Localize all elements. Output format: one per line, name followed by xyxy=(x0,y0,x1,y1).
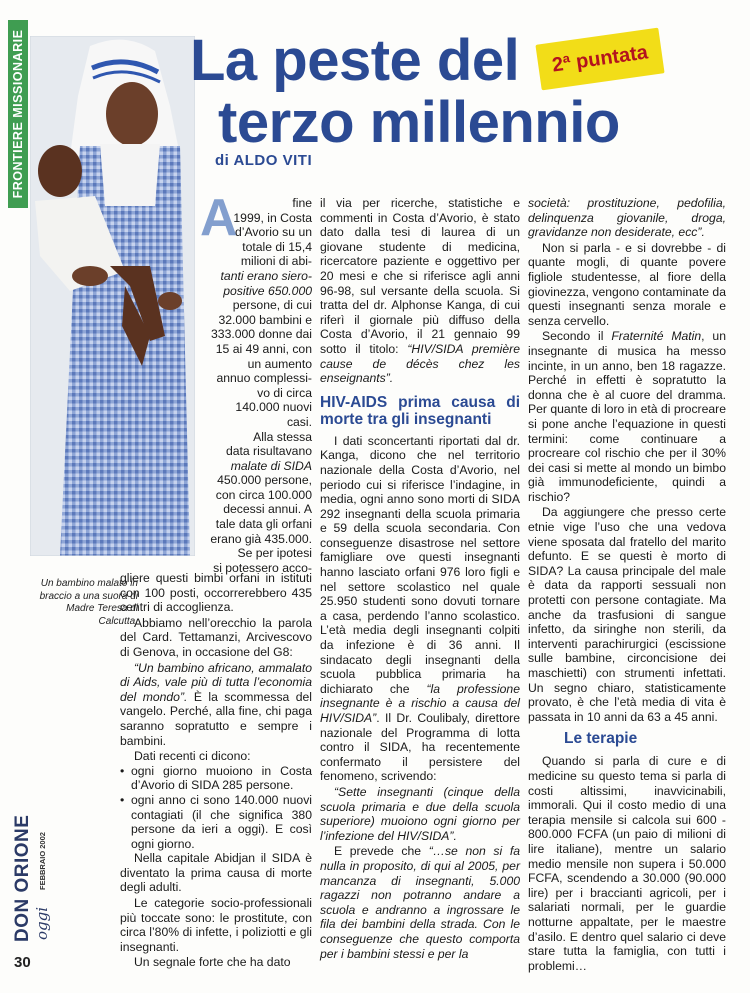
paragraph-text: I dati sconcertanti riportati dal dr. Kanga, dicono che nel territorio nazionale della Costa d’Avorio, nel periodo cui si riferisce l’indagine, in media, ogni anno sono morti di SIDA 292 insegnanti della scuola primaria e 59 della scuola secondaria. Con conseguenze disastrose nel settore famigliare ove questi insegnanti hanno lasciato orfani 976 loro figli e nel settore scolastico nel quale 25.950 studenti sono dovuti tornare a casa, perdendo l’anno scolastico. L’età media degli insegnanti colpiti da infezione è di 36 anni. Il sindacato degli insegnanti della scuola pubblica primaria ha dichiarato che xyxy=(320,433,520,696)
photo-illustration xyxy=(30,36,195,556)
magazine-footer xyxy=(12,806,52,946)
text-line: fine xyxy=(292,196,312,210)
text-line: con circa 100.000 xyxy=(215,487,312,502)
text-line: 32.000 bambini e xyxy=(218,312,312,327)
section-label: FRONTIERE MISSIONARIE xyxy=(11,29,25,199)
drop-cap: A xyxy=(200,189,238,247)
text-line: vo di circa xyxy=(257,385,312,400)
paragraph: Da aggiungere che presso certe etnie vige l’uso che una vedova viene sposata dal fratello del marito defunto. E se questi è morto di SIDA? La causa principale del male è data da rapporti sessuali non protetti con persone contagiate. Ma anche da trasfusioni di sangue infetto, da siringhe non sterili, da interventi parachirurgici (escissione sulle bambine, circoncisione dei maschietti) con strumenti infettati. Un segno chiaro, statisticamente provato, è che l’età media di vita è passata in 10 anni da 63 a 45 anni. xyxy=(528,505,726,724)
paragraph: Un segnale forte che ha dato xyxy=(134,955,291,970)
text-line: data risultavano xyxy=(225,444,312,459)
text-line: Se per ipotesi xyxy=(237,546,312,561)
paragraph xyxy=(120,661,312,749)
quote-follow-text: È la scommessa del vangelo. Perché, alla fine, chi paga saranno sopratutto e sempre i bambini. xyxy=(120,689,313,748)
paragraph: Nella capitale Abidjan il SIDA è diventato la prima causa di morte degli adulti. xyxy=(120,851,312,895)
paragraph: Quando si parla di cure e di medicine su questo tema si parla di costi altissimi, inavvicinabili, immorali. Qui il costo medio di una terapia mensile si calcola sui 600 - 800.000 FCFA (un paio di milioni di lire italiane), mentre un salario medio mensile non supera i 50.000 FCFA, scendendo a 30.000 (90.000 lire) per i braccianti agricoli, per i salariati normali, per le guardie notturne appaltate, per le maestre d’asilo. E dentro quel salario ci deve stare tutta la famiglia, con tutti i problemi… xyxy=(528,754,726,973)
list-item: • ogni anno ci sono 140.000 nuovi contagiati (il che significa 380 persone da ieri a oggi). E così ogni giorno. xyxy=(120,793,312,851)
list-item: • ogni giorno muoiono in Costa d’Avorio di SIDA 285 persone. xyxy=(120,764,312,793)
paragraph xyxy=(528,329,726,504)
column-3 xyxy=(528,196,726,973)
magazine-name: DON ORIONE xyxy=(12,814,33,942)
column-1-bottom xyxy=(120,571,312,970)
magazine-subtitle: oggi xyxy=(33,906,51,940)
stats-list xyxy=(120,764,312,852)
text-line: tale data gli orfani xyxy=(215,517,312,532)
text-line: un aumento xyxy=(247,356,312,371)
text-line: positive 650.000 xyxy=(223,283,312,298)
subheading-hiv-aids: HIV-AIDS prima causa di morte tra gli insegnanti xyxy=(320,393,520,428)
paragraph-text: il via per ricerche, statistiche e commenti in Costa d’Avorio, è stato dato dalla tesi di laurea di un giovane studente di medicina, ricercatore paziente e oggettivo per 20 mesi e che si riferisce agli anni 96-98, sul versante della scuola. Si tratta del dr. Alphonse Kanga, di cui riferì il giornale più diffuso della Costa d’Avorio, il 21 gennaio 99 sotto il titolo: xyxy=(320,196,520,356)
byline: di ALDO VITI xyxy=(215,152,313,169)
quote-continuation: società: prostituzione, pedofilia, delinquenza giovanile, droga, gravidanze non desiderate, ecc”. xyxy=(528,196,726,240)
text-line: casi. xyxy=(286,414,312,429)
text-line: malate di SIDA xyxy=(230,458,312,473)
paragraph-text: , un insegnante di musica ha messo incinte, in un anno, ben 18 ragazze. Perché in effetti è sopratutto la donna che è al cuore del dramma. Per quante di loro in età di procreare si pone anche l’equazione in questi termini: come continuare a procreare col rischio che per il 30% dei casi si mette al mondo un bimbo già immunodeficiente, quindi a rischio? xyxy=(528,329,726,504)
union-quote: “la professione insegnante è a rischio a causa del HIV/SIDA” xyxy=(320,681,520,725)
text-line: milioni di abi- xyxy=(240,254,312,269)
text-line: erano già 435.000. xyxy=(210,531,312,546)
newspaper-name: Fraternité Matin xyxy=(611,329,702,344)
paragraph-text: Secondo il xyxy=(542,329,612,344)
text-line: 333.000 donne dai xyxy=(211,327,312,342)
title-line-1: La peste del xyxy=(190,28,520,93)
paragraph-text: . Il Dr. Coulibaly, direttore nazionale del Programma di lotta contro il SIDA, ha recentemente confermato il persistere del fenomeno, scrivendo: xyxy=(320,711,520,784)
text-line: decessi annui. A xyxy=(223,502,312,517)
newspaper-headline-quote: “HIV/SIDA première cause de décès chez les enseignants”. xyxy=(320,341,520,386)
paragraph: gliere questi bimbi orfani in istituti con 100 posti, occorrerebbero 435 centri di accoglienza. xyxy=(120,571,312,615)
issue-date: FEBBRAIO 2002 xyxy=(38,832,47,890)
coulibaly-quote: “Sette insegnanti (cinque della scuola primaria e due della scuola superiore) muoiono ogni giorno per l’infezione del HIV/SIDA”. xyxy=(320,784,520,843)
paragraph: Le categorie socio-professionali più toccate sono: le prostitute, con circa l’80% di infette, i poliziotti e gli insegnanti. xyxy=(120,896,312,954)
text-line: d’Avorio su un xyxy=(234,225,312,240)
text-line: Alla stessa xyxy=(253,429,312,444)
text-line: annuo complessi- xyxy=(216,371,312,386)
page-number: 30 xyxy=(14,954,31,971)
quote-tettamanzi: “Un bambino africano, ammalato di Aids, vale più di tutta l’economia del mondo”. xyxy=(120,660,312,704)
subheading-terapie: Le terapie xyxy=(564,730,638,748)
paragraph xyxy=(320,196,520,386)
article-photo xyxy=(30,36,195,556)
text-line: 450.000 persone, xyxy=(217,473,312,488)
text-line: 15 ai 49 anni, con xyxy=(215,341,312,356)
magazine-logo xyxy=(12,806,52,946)
paragraph: Non si parla - e si dovrebbe - di quante mogli, di quante povere figliole studentesse, al fiore della giovinezza, vengono contaminate da questi insegnanti senza morale e senza cervello. xyxy=(528,240,726,328)
paragraph-text: E prevede che xyxy=(334,844,429,859)
text-line: totale di 15,4 xyxy=(242,239,312,254)
paragraph xyxy=(320,844,520,961)
column-2 xyxy=(320,196,520,961)
installment-badge: 2ª puntata xyxy=(535,28,664,91)
text-line: 1999, in Costa xyxy=(233,210,312,225)
paragraph xyxy=(320,434,520,784)
paragraph: Abbiamo nell’orecchio la parola del Card. Tettamanzi, Arcivescovo di Genova, in occasione del G8: xyxy=(120,615,312,659)
text-line: 140.000 nuovi xyxy=(235,400,312,415)
section-strip xyxy=(8,20,28,208)
photo-caption: Un bambino malato in braccio a una suora di Madre Teresa di Calcutta. xyxy=(39,578,138,627)
title-line-2: terzo millennio xyxy=(218,90,620,155)
column-1-top-lines xyxy=(200,189,312,575)
column-1-top xyxy=(200,189,312,575)
text-line: persone, di cui xyxy=(232,298,312,313)
prediction-quote: “…se non si fa nulla in proposito, di qui al 2005, per mancanza di insegnanti, 5.000 ragazzi non potranno andare a scuola e andranno a ingrossare le fila dei bambini della strada. Con le conseguenze che questo comporta per i bambini stessi e per la xyxy=(320,844,520,961)
paragraph: Dati recenti ci dicono: xyxy=(134,749,251,764)
text-line: tanti erano siero- xyxy=(220,268,312,283)
text-line: si potessero acco- xyxy=(213,560,312,575)
